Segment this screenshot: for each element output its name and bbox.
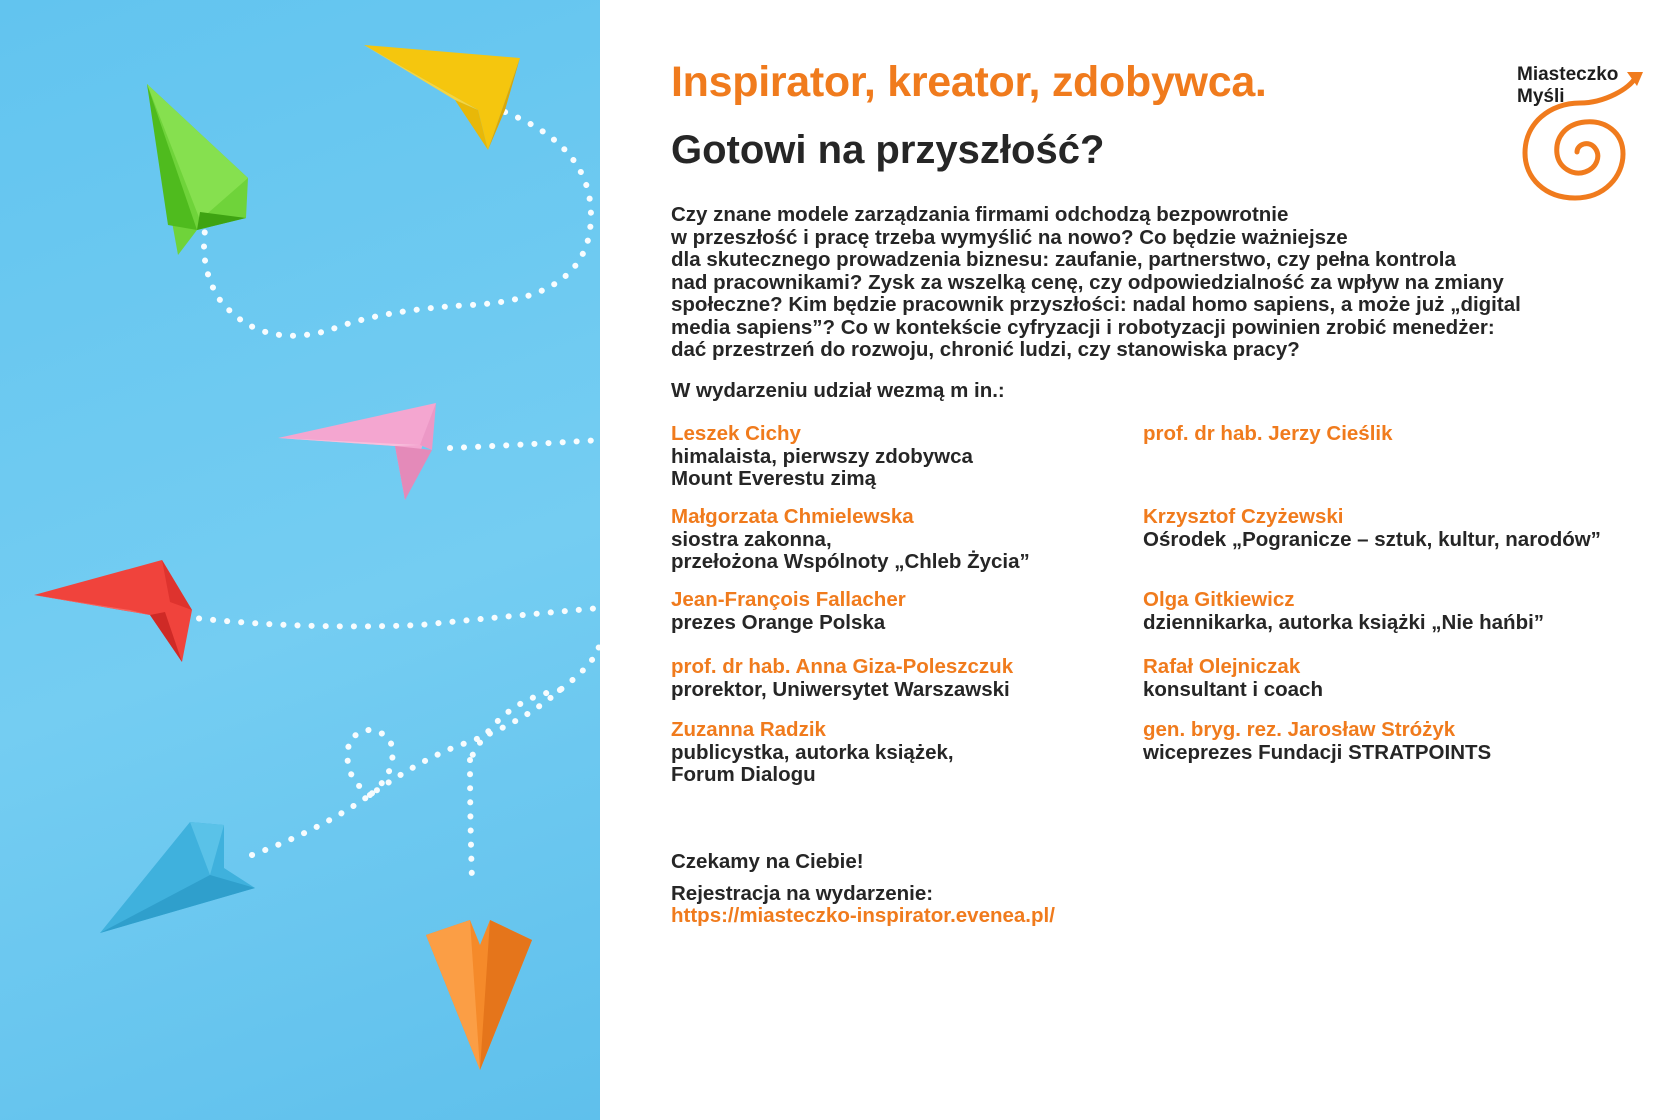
participants-heading: W wydarzeniu udział wezmą m in.: — [671, 379, 1005, 402]
speaker-role: Ośrodek „Pogranicze – sztuk, kultur, narodów” — [1143, 527, 1601, 551]
speaker-name: gen. bryg. rez. Jarosław Stróżyk — [1143, 718, 1456, 741]
intro-line: nad pracownikami? Zysk za wszelką cenę, czy odpowiedzialność za wpływ na zmiany — [671, 270, 1504, 294]
speaker-name: Krzysztof Czyżewski — [1143, 505, 1344, 528]
speaker-name: prof. dr hab. Anna Giza-Poleszczuk — [671, 655, 1014, 678]
brand-logo-line-1: Miasteczko — [1517, 64, 1619, 85]
registration-label: Rejestracja na wydarzenie: — [671, 882, 934, 905]
page-title: Inspirator, kreator, zdobywca. — [671, 58, 1267, 106]
intro-paragraph — [671, 204, 1621, 362]
event-content — [671, 0, 1671, 1120]
brand-logo-line-2: Myśli — [1517, 86, 1565, 107]
paper-planes-graphic — [0, 0, 600, 1120]
paper-planes-illustration — [0, 0, 600, 1120]
speaker-role: himalaista, pierwszy zdobywca — [671, 444, 973, 468]
speaker-role: konsultant i coach — [1143, 677, 1323, 701]
intro-line: Czy znane modele zarządzania firmami odchodzą bezpowrotnie — [671, 203, 1289, 226]
registration-link[interactable]: https://miasteczko-inspirator.evenea.pl/ — [671, 904, 1055, 927]
speaker-role: publicystka, autorka książek, — [671, 740, 954, 764]
red-paper-plane — [34, 560, 192, 662]
invite-text: Czekamy na Ciebie! — [671, 850, 864, 873]
speaker-name: prof. dr hab. Jerzy Cieślik — [1143, 422, 1393, 445]
speaker-entry — [671, 506, 1030, 574]
speaker-name: Małgorzata Chmielewska — [671, 505, 914, 528]
page-subtitle: Gotowi na przyszłość? — [671, 128, 1105, 172]
intro-line: w przeszłość i pracę trzeba wymyślić na nowo? Co będzie ważniejsze — [671, 225, 1348, 249]
speaker-entry — [671, 719, 954, 787]
intro-line: media sapiens”? Co w kontekście cyfryzacji i robotyzacji powinien zrobić menedżer: — [671, 315, 1495, 339]
speaker-entry — [671, 423, 973, 491]
speaker-role: prorektor, Uniwersytet Warszawski — [671, 677, 1010, 701]
speaker-entry — [1143, 656, 1323, 701]
speaker-name: Leszek Cichy — [671, 422, 801, 445]
yellow-paper-plane — [364, 45, 520, 150]
speaker-role: wiceprezes Fundacji STRATPOINTS — [1143, 740, 1492, 764]
speaker-entry — [1143, 423, 1393, 446]
speaker-role: Mount Everestu zimą — [671, 467, 877, 490]
speaker-role: Forum Dialogu — [671, 763, 816, 786]
speaker-entry — [671, 656, 1013, 701]
blue-paper-plane — [100, 822, 255, 933]
speaker-entry — [1143, 719, 1491, 764]
intro-line: społeczne? Kim będzie pracownik przyszłości: nadal homo sapiens, a może już „digital — [671, 293, 1521, 316]
speaker-role: prezes Orange Polska — [671, 610, 886, 634]
speaker-name: Jean-François Fallacher — [671, 588, 906, 611]
speaker-role: dziennikarka, autorka książki „Nie hańbi” — [1143, 610, 1545, 634]
speaker-name: Zuzanna Radzik — [671, 718, 826, 741]
speaker-name: Rafał Olejniczak — [1143, 655, 1301, 678]
green-paper-plane — [147, 84, 248, 255]
speaker-entry — [1143, 506, 1601, 551]
speaker-name: Olga Gitkiewicz — [1143, 588, 1295, 611]
speaker-entry — [1143, 589, 1544, 634]
orange-paper-plane — [426, 920, 532, 1070]
intro-line: dać przestrzeń do rozwoju, chronić ludzi, czy stanowiska pracy? — [671, 338, 1300, 361]
speaker-entry — [671, 589, 906, 634]
speaker-role: siostra zakonna, — [671, 527, 832, 551]
pink-paper-plane — [278, 403, 436, 500]
dotted-trails — [185, 112, 600, 880]
intro-line: dla skutecznego prowadzenia biznesu: zaufanie, partnerstwo, czy pełna kontrola — [671, 248, 1456, 271]
speaker-role: przełożona Wspólnoty „Chleb Życia” — [671, 550, 1030, 573]
